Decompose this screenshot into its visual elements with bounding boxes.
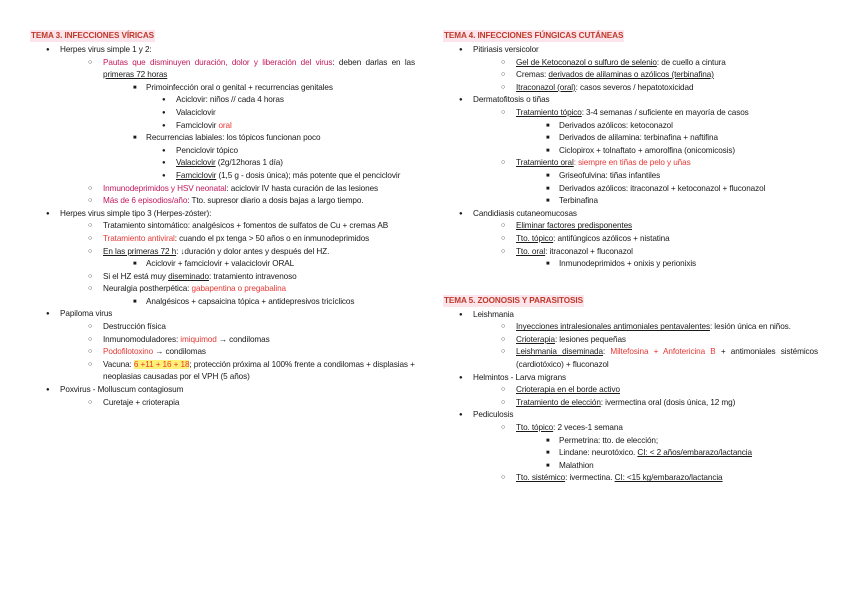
list-item: ■ Recurrencias labiales: los tópicos funcionan poco [30, 132, 415, 145]
list-item: ● Dermatofitosis o tiñas [443, 94, 818, 107]
list-item: ○ En las primeras 72 h: ↓duración y dolor antes y después del HZ. [30, 246, 415, 259]
left-column [30, 30, 415, 409]
list-item: ■ Derivados de alilamina: terbinafina + naftifina [443, 132, 818, 145]
list-item: ○ Eliminar factores predisponentes [443, 220, 818, 233]
list-item: ■ Inmunodeprimidos + onixis y perionixis [443, 258, 818, 271]
list-item: ● Poxvirus - Molluscum contagiosum [30, 384, 415, 397]
list-item: ● Herpes virus simple 1 y 2: [30, 44, 415, 57]
list-item: ● Aciclovir: niños // cada 4 horas [30, 94, 415, 107]
right-column [443, 30, 818, 485]
list-item: ● Famciclovir (1,5 g - dosis única); más potente que el penciclovir [30, 170, 415, 183]
list-item: ○ Cremas: derivados de alilaminas o azólicos (terbinafina) [443, 69, 818, 82]
list-item: ○ Tratamiento tópico: 3-4 semanas / suficiente en mayoría de casos [443, 107, 818, 120]
list-item: ○ Inmunodeprimidos y HSV neonatal: aciclovir IV hasta curación de las lesiones [30, 183, 415, 196]
list-item: ○ Tratamiento antiviral: cuando el px tenga > 50 años o en inmunodeprimidos [30, 233, 415, 246]
list-item: ● Helmintos - Larva migrans [443, 372, 818, 385]
tema5-list [443, 309, 818, 485]
tema4-list [443, 44, 818, 271]
list-item: ● Penciclovir tópico [30, 145, 415, 158]
list-item: ● Pitiriasis versicolor [443, 44, 818, 57]
list-item: ■ Derivados azólicos: ketoconazol [443, 120, 818, 133]
list-item: ■ Malathion [443, 460, 818, 473]
list-item: ○ Inmunomoduladores: imiquimod → condilomas [30, 334, 415, 347]
list-item: ○ Neuralgia postherpética: gabapentina o pregabalina [30, 283, 415, 296]
list-item: ○ Gel de Ketoconazol o sulfuro de selenio: de cuello a cintura [443, 57, 818, 70]
list-item: ○ Itraconazol (oral): casos severos / hepatotoxicidad [443, 82, 818, 95]
list-item: ○ Leishmania diseminada: Miltefosina + Anfotericina B + antimoniales sistémicos (cardiotóxico) + fluconazol [443, 346, 818, 371]
list-item: ○ Destrucción física [30, 321, 415, 334]
list-item: ● Famciclovir oral [30, 120, 415, 133]
list-item: ○ Pautas que disminuyen duración, dolor y liberación del virus: deben darlas en las primeras 72 horas [30, 57, 415, 82]
list-item: ○ Inyecciones intralesionales antimoniales pentavalentes: lesión única en niños. [443, 321, 818, 334]
list-item: ○ Tto. oral: itraconazol + fluconazol [443, 246, 818, 259]
list-item: ● Valaciclovir [30, 107, 415, 120]
list-item: ○ Tratamiento oral: siempre en tiñas de pelo y uñas [443, 157, 818, 170]
list-item: ● Candidiasis cutaneomucosas [443, 208, 818, 221]
list-item: ● Valaciclovir (2g/12horas 1 día) [30, 157, 415, 170]
list-item: ■ Lindane: neurotóxico. CI: < 2 años/embarazo/lactancia [443, 447, 818, 460]
list-item: ■ Permetrina: tto. de elección; [443, 435, 818, 448]
list-item: ○ Tratamiento de elección: ivermectina oral (dosis única, 12 mg) [443, 397, 818, 410]
list-item: ○ Vacuna: 6 +11 + 16 + 18; protección próxima al 100% frente a condilomas + displasias + neoplasias causadas por el VPH (5 años) [30, 359, 415, 384]
tema3-list [30, 44, 415, 409]
list-item: ■ Griseofulvina: tiñas infantiles [443, 170, 818, 183]
list-item: ○ Más de 6 episodios/año: Tto. supresor diario a dosis bajas a largo tiempo. [30, 195, 415, 208]
list-item: ● Leishmania [443, 309, 818, 322]
list-item: ○ Podofilotoxino → condilomas [30, 346, 415, 359]
list-item: ○ Tto. tópico: 2 veces-1 semana [443, 422, 818, 435]
list-item: ○ Curetaje + crioterapia [30, 397, 415, 410]
list-item: ■ Derivados azólicos: itraconazol + ketoconazol + fluconazol [443, 183, 818, 196]
list-item: ○ Crioterapia en el borde activo [443, 384, 818, 397]
list-item: ■ Analgésicos + capsaicina tópica + antidepresivos tricíclicos [30, 296, 415, 309]
section-title-tema5: TEMA 5. ZOONOSIS Y PARASITOSIS [444, 295, 583, 305]
list-item: ■ Primoinfección oral o genital + recurrencias genitales [30, 82, 415, 95]
section-title-tema4: TEMA 4. INFECCIONES FÚNGICAS CUTÁNEAS [444, 31, 624, 40]
list-item: ■ Terbinafina [443, 195, 818, 208]
list-item: ● Herpes virus simple tipo 3 (Herpes-zóster): [30, 208, 415, 221]
list-item: ● Pediculosis [443, 409, 818, 422]
list-item: ■ Aciclovir + famciclovir + valaciclovir ORAL [30, 258, 415, 271]
list-item: ○ Si el HZ está muy diseminado: tratamiento intravenoso [30, 271, 415, 284]
list-item: ○ Crioterapia: lesiones pequeñas [443, 334, 818, 347]
list-item: ● Papiloma virus [30, 308, 415, 321]
list-item: ○ Tratamiento sintomático: analgésicos + fomentos de sulfatos de Cu + cremas AB [30, 220, 415, 233]
section-title-tema3: TEMA 3. INFECCIONES VÍRICAS [31, 31, 155, 40]
list-item: ○ Tto. sistémico: ivermectina. CI: <15 kg/embarazo/lactancia [443, 472, 818, 485]
list-item: ■ Ciclopirox + tolnaftato + amorolfina (onicomicosis) [443, 145, 818, 158]
list-item: ○ Tto. tópico: antifúngicos azólicos + nistatina [443, 233, 818, 246]
